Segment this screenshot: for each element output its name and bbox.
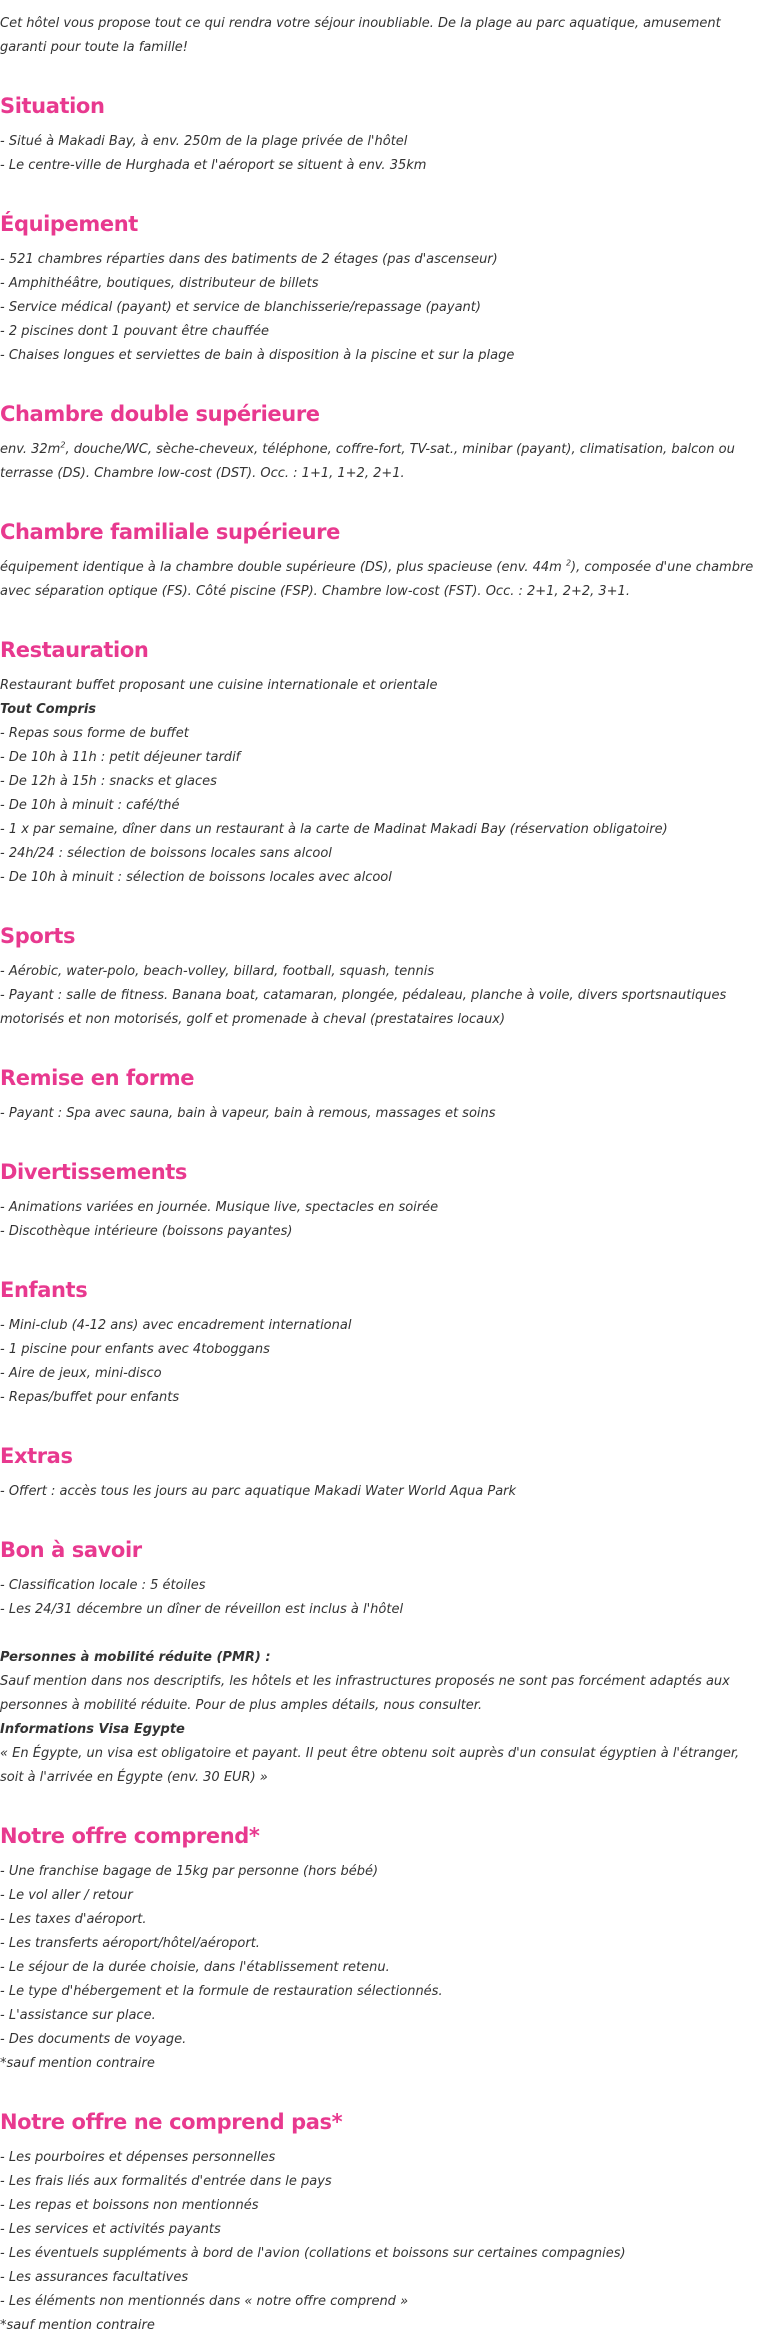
list-item: - De 10h à minuit : café/thé (0, 798, 180, 813)
list-item: - Les services et activités payants (0, 2222, 221, 2237)
list-item: - Aire de jeux, mini-disco (0, 1366, 162, 1381)
visa-title: Informations Visa Egypte (0, 1722, 185, 1737)
list-item: - Payant : salle de fitness. Banana boat, catamaran, plongée, pédaleau, planche à voile, divers sportsnautiques motorisés et non motorisés, golf et promenade à cheval (prestataires locaux) (0, 988, 727, 1027)
list-item: - Les taxes d'aéroport. (0, 1912, 147, 1927)
section-title: Notre offre comprend* (0, 1824, 260, 1848)
list-item: - Situé à Makadi Bay, à env. 250m de la plage privée de l'hôtel (0, 134, 408, 149)
list-item: - Le vol aller / retour (0, 1888, 133, 1903)
room-text-end: ), composée d'une chambre avec séparation optique (FS). Côté piscine (FSP). Chambre low-cost (FST). Occ. : 2+1, 2+2, 3+1. (0, 560, 754, 599)
list-item: - De 12h à 15h : snacks et glaces (0, 774, 217, 789)
list-item: - L'assistance sur place. (0, 2008, 156, 2023)
section-title: Situation (0, 94, 105, 118)
section-chambre-familiale (0, 518, 758, 604)
list-item: - Amphithéâtre, boutiques, distributeur de billets (0, 276, 319, 291)
section-sports (0, 922, 758, 1032)
section-title: Enfants (0, 1278, 88, 1302)
section-offre-ne-comprend-pas (0, 2108, 758, 2338)
section-equipement (0, 210, 758, 368)
list-item: - Le type d'hébergement et la formule de restauration sélectionnés. (0, 1984, 443, 1999)
list-item: - Les transferts aéroport/hôtel/aéroport. (0, 1936, 260, 1951)
list-item: - Discothèque intérieure (boissons payantes) (0, 1224, 293, 1239)
section-title: Équipement (0, 212, 138, 236)
list-item: - Aérobic, water-polo, beach-volley, billard, football, squash, tennis (0, 964, 435, 979)
superscript: 2 (565, 558, 572, 568)
intro-text: Cet hôtel vous propose tout ce qui rendra votre séjour inoubliable. De la plage au parc aquatique, amusement garanti pour toute la famille! (0, 16, 721, 55)
section-bon-a-savoir (0, 1536, 758, 1790)
list-item: - Classification locale : 5 étoiles (0, 1578, 206, 1593)
section-title: Chambre double supérieure (0, 402, 320, 426)
section-remise-en-forme (0, 1064, 758, 1126)
list-item: - 2 piscines dont 1 pouvant être chauffée (0, 324, 269, 339)
list-item: - Mini-club (4-12 ans) avec encadrement international (0, 1318, 352, 1333)
section-situation (0, 92, 758, 178)
list-item: - Payant : Spa avec sauna, bain à vapeur, bain à remous, massages et soins (0, 1106, 496, 1121)
list-item: - Repas/buffet pour enfants (0, 1390, 180, 1405)
list-item: - Les 24/31 décembre un dîner de réveillon est inclus à l'hôtel (0, 1602, 404, 1617)
section-enfants (0, 1276, 758, 1410)
section-title: Notre offre ne comprend pas* (0, 2110, 343, 2134)
list-item: - Les frais liés aux formalités d'entrée dans le pays (0, 2174, 332, 2189)
list-item: - Les éventuels suppléments à bord de l'avion (collations et boissons sur certaines compagnies) (0, 2246, 626, 2261)
list-item: - De 10h à 11h : petit déjeuner tardif (0, 750, 241, 765)
room-description (0, 556, 758, 604)
list-item: - Le séjour de la durée choisie, dans l'établissement retenu. (0, 1960, 390, 1975)
list-item: - Chaises longues et serviettes de bain à disposition à la piscine et sur la plage (0, 348, 515, 363)
list-item: - Le centre-ville de Hurghada et l'aéroport se situent à env. 35km (0, 158, 427, 173)
section-extras (0, 1442, 758, 1504)
superscript: 2 (60, 440, 66, 450)
list-item: - Une franchise bagage de 15kg par personne (hors bébé) (0, 1864, 379, 1879)
footnote: *sauf mention contraire (0, 2318, 155, 2333)
list-item: - Les éléments non mentionnés dans « notre offre comprend » (0, 2294, 409, 2309)
list-item: - Les pourboires et dépenses personnelles (0, 2150, 276, 2165)
section-title: Bon à savoir (0, 1538, 142, 1562)
section-title: Chambre familiale supérieure (0, 520, 340, 544)
section-offre-comprend (0, 1822, 758, 2076)
list-item: - 24h/24 : sélection de boissons locales sans alcool (0, 846, 332, 861)
list-item: - 1 x par semaine, dîner dans un restaurant à la carte de Madinat Makadi Bay (réservation obligatoire) (0, 822, 668, 837)
list-item: - Des documents de voyage. (0, 2032, 187, 2047)
section-divertissements (0, 1158, 758, 1244)
section-title: Sports (0, 924, 76, 948)
list-item: - 1 piscine pour enfants avec 4toboggans (0, 1342, 270, 1357)
restaurant-intro: Restaurant buffet proposant une cuisine internationale et orientale (0, 678, 438, 693)
list-item: - Animations variées en journée. Musique live, spectacles en soirée (0, 1200, 439, 1215)
pmr-text: Sauf mention dans nos descriptifs, les hôtels et les infrastructures proposés ne sont pas forcément adaptés aux personnes à mobilité réduite. Pour de plus amples détails, nous consulter. (0, 1674, 730, 1713)
list-item: - Les repas et boissons non mentionnés (0, 2198, 259, 2213)
list-item: - Repas sous forme de buffet (0, 726, 189, 741)
section-restauration (0, 636, 758, 890)
list-item: - Les assurances facultatives (0, 2270, 189, 2285)
list-item: - De 10h à minuit : sélection de boissons locales avec alcool (0, 870, 392, 885)
visa-text: « En Égypte, un visa est obligatoire et payant. Il peut être obtenu soit auprès d'un consulat égyptien à l'étranger, soit à l'arrivée en Égypte (env. 30 EUR) » (0, 1746, 740, 1785)
room-text-start: env. 32m (0, 442, 61, 457)
room-text-start: équipement identique à la chambre double supérieure (DS), plus spacieuse (env. 44m (0, 560, 566, 575)
list-item: - Offert : accès tous les jours au parc aquatique Makadi Water World Aqua Park (0, 1484, 517, 1499)
list-item: - Service médical (payant) et service de blanchisserie/repassage (payant) (0, 300, 481, 315)
spacer (0, 1622, 758, 1646)
list-item: - 521 chambres réparties dans des batiments de 2 étages (pas d'ascenseur) (0, 252, 498, 267)
room-text-end: , douche/WC, sèche-cheveux, téléphone, coffre-fort, TV-sat., minibar (payant), climatisation, balcon ou terrasse (DS). Chambre low-cost (DST). Occ. : 1+1, 1+2, 2+1. (0, 442, 735, 481)
footnote: *sauf mention contraire (0, 2056, 155, 2071)
section-title: Remise en forme (0, 1066, 195, 1090)
section-chambre-double (0, 400, 758, 486)
section-title: Extras (0, 1444, 73, 1468)
subsection-title: Tout Compris (0, 702, 97, 717)
room-description (0, 438, 758, 486)
section-title: Divertissements (0, 1160, 188, 1184)
section-title: Restauration (0, 638, 149, 662)
pmr-title: Personnes à mobilité réduite (PMR) : (0, 1650, 271, 1665)
